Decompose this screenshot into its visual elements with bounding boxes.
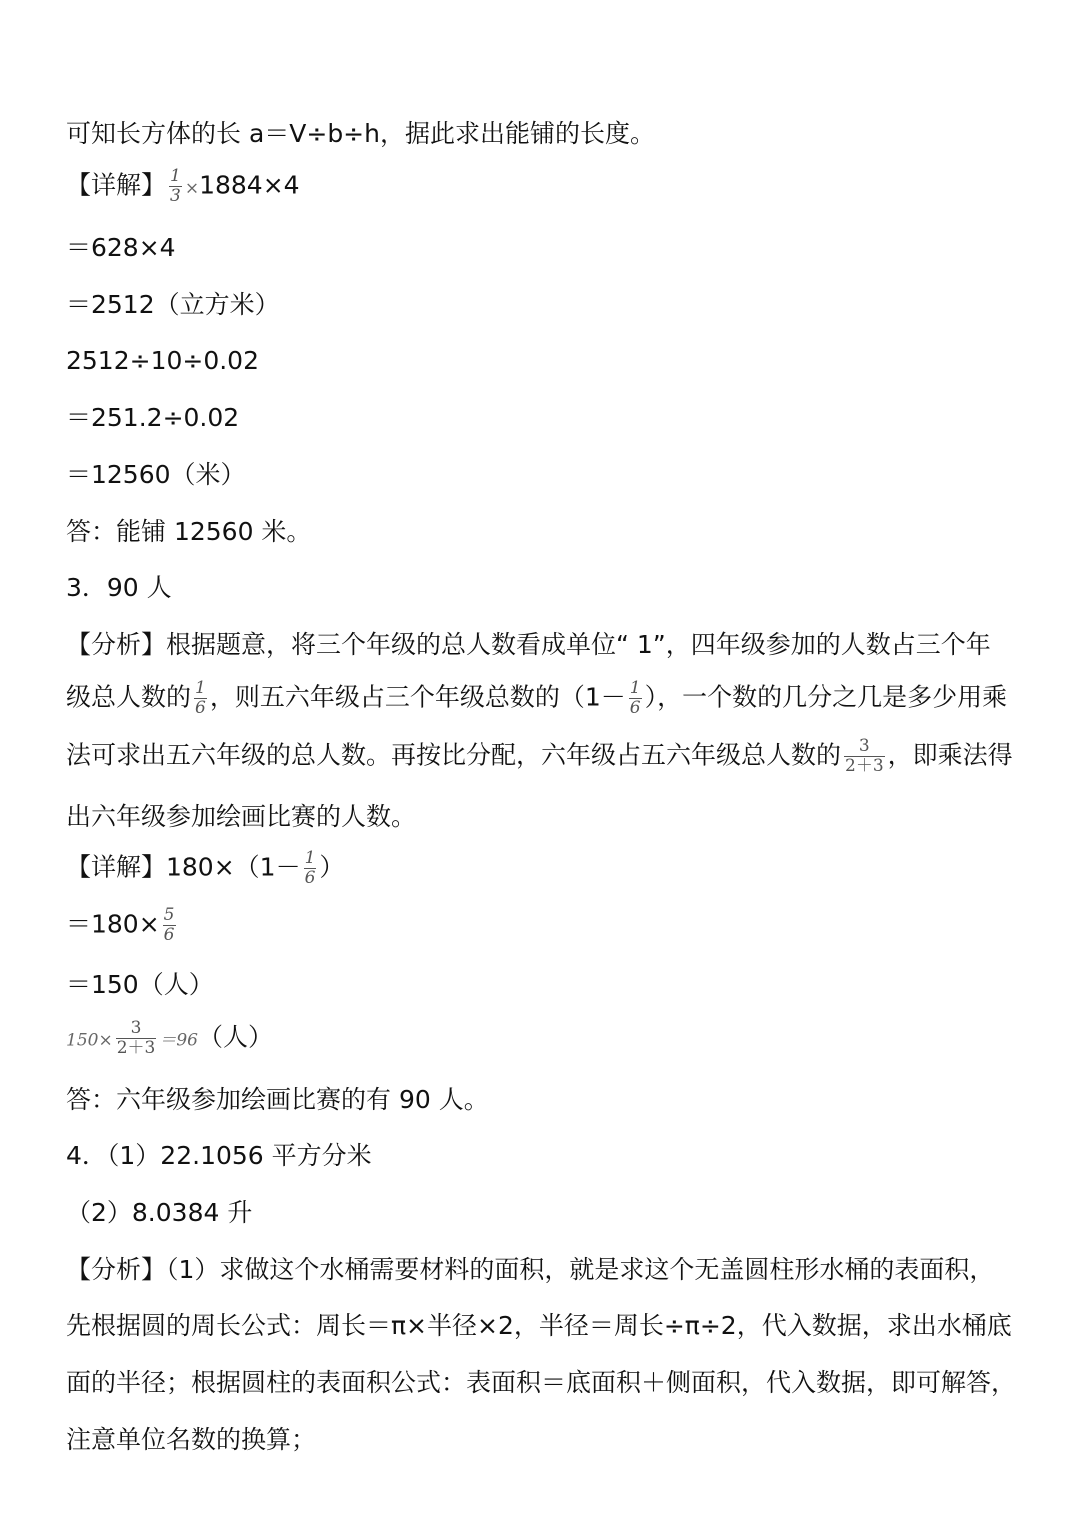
text-line-1: 可知长方体的长 a＝V÷b÷h，据此求出能铺的长度。 (66, 119, 655, 148)
fraction-one-third (169, 168, 182, 205)
text-line-22: 先根据圆的周长公式：周长＝π×半径×2，半径＝周长÷π÷2，代入数据，求出水桶底 (66, 1311, 1012, 1340)
fraction-denominator: 2＋3 (116, 1038, 156, 1058)
text-line-18: 答：六年级参加绘画比赛的有 90 人。 (66, 1085, 489, 1114)
text-line-5: 2512÷10÷0.02 (66, 346, 259, 375)
text-line-10: 【分析】根据题意，将三个年级的总人数看成单位“ 1”，四年级参加的人数占三个年 (66, 630, 991, 659)
formula-segment: 150× (66, 1030, 113, 1051)
fraction-three-over-five (116, 1020, 157, 1057)
text-line-14 (66, 850, 1020, 887)
fraction-denominator: 6 (629, 698, 641, 718)
text-segment: 级总人数的 (66, 682, 192, 712)
text-line-15 (66, 907, 1020, 944)
text-line-19: 4．（1）22.1056 平方分米 (66, 1141, 372, 1170)
text-line-20: （2）8.0384 升 (66, 1198, 253, 1227)
fraction-numerator: 1 (195, 678, 206, 698)
text-line-24: 注意单位名数的换算； (66, 1425, 317, 1454)
text-line-3: ＝628×4 (66, 233, 176, 262)
fraction-denominator: 3 (170, 186, 181, 206)
fraction-denominator: 6 (304, 868, 316, 888)
text-segment: ＝180× (66, 909, 160, 939)
text-line-23: 面的半径；根据圆柱的表面积公式：表面积＝底面积＋侧面积，代入数据，即可解答， (66, 1368, 1017, 1397)
text-line-21: 【分析】（1）求做这个水桶需要材料的面积，就是求这个无盖圆柱形水桶的表面积， (66, 1255, 995, 1284)
text-segment: 法可求出五六年级的总人数。再按比分配，六年级占五六年级总人数的 (66, 740, 842, 770)
text-segment: ） (319, 852, 345, 882)
text-segment: ，则五六年级占三个年级总数的（1－ (209, 682, 626, 712)
fraction-numerator: 1 (304, 848, 316, 868)
times-sign: × (184, 178, 200, 199)
fraction-denominator: 6 (195, 698, 206, 718)
detail-label: 【详解】 (66, 170, 167, 200)
text-segment: ，即乘法得 (887, 740, 1013, 770)
fraction-numerator: 3 (130, 1018, 142, 1038)
text-line-6: ＝251.2÷0.02 (66, 403, 240, 432)
fraction-one-sixth (629, 680, 642, 717)
text-line-8: 答：能铺 12560 米。 (66, 517, 312, 546)
text-segment: 【详解】180×（1－ (66, 852, 301, 882)
text-line-16: ＝150（人） (66, 970, 214, 999)
text-line-13: 出六年级参加绘画比赛的人数。 (66, 802, 417, 831)
text-line-9: 3．90 人 (66, 573, 172, 602)
unit-text: （人） (197, 1022, 273, 1052)
fraction-numerator: 5 (163, 905, 175, 925)
formula-segment: ＝96 (159, 1030, 198, 1051)
text-segment: ），一个数的几分之几是多少用乘 (644, 682, 1008, 712)
fraction-one-sixth (304, 850, 317, 887)
expression: 1884×4 (199, 170, 300, 200)
fraction-denominator: 6 (163, 925, 175, 945)
text-line-2 (66, 168, 1020, 206)
fraction-numerator: 1 (170, 166, 181, 186)
text-line-7: ＝12560（米） (66, 460, 246, 489)
text-line-4: ＝2512（立方米） (66, 290, 280, 319)
fraction-five-sixths (163, 907, 176, 944)
text-line-17 (66, 1020, 1020, 1058)
text-line-12 (66, 738, 1020, 775)
fraction-denominator: 2＋3 (845, 756, 884, 776)
fraction-numerator: 3 (858, 736, 870, 756)
fraction-three-over-five (844, 738, 885, 775)
text-line-11 (66, 680, 1020, 717)
fraction-numerator: 1 (629, 678, 641, 698)
fraction-one-sixth (194, 680, 207, 717)
